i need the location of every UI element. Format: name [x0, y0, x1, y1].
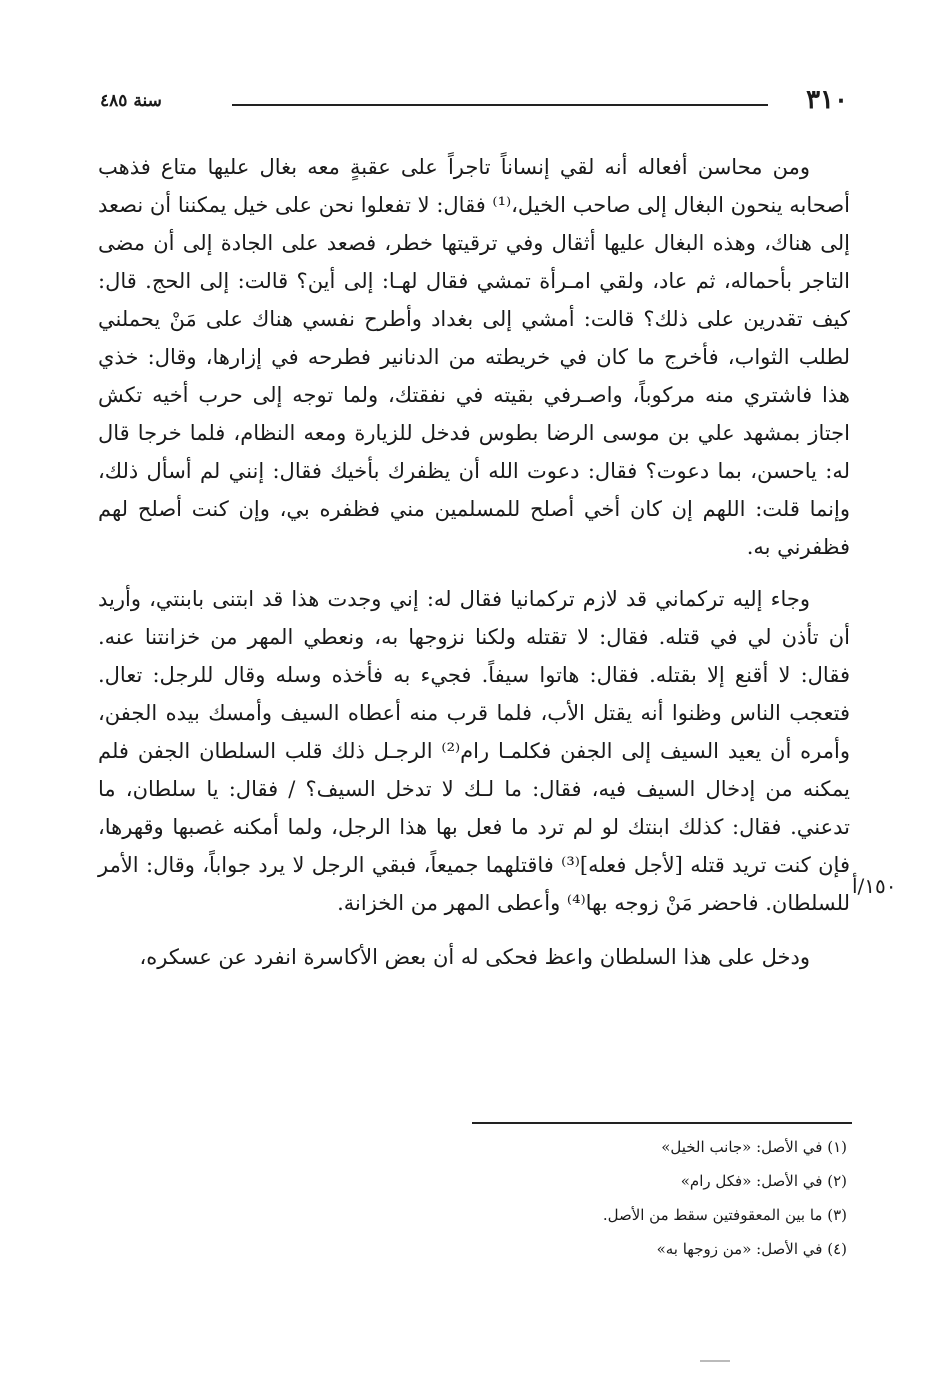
footnote: (٣) ما بين المعقوفتين سقط من الأصل.	[602, 1206, 847, 1224]
main-text	[98, 148, 850, 992]
footnotes	[247, 1130, 847, 1266]
paragraph: وجاء إليه تركماني قد لازم تركمانيا فقال له: إني وجدت هذا قد ابتنى بابنتي، وأريد أن تأذن لي في قتله. فقال: لا تقتله ولكنا نزوجها به، ونعطي المهر من خزانتنا عنه. فقال: لا أقنع إلا بقتله. فقال: هاتوا سيفاً. فجيء به فأخذه وسله وقال للرجل: تعال. فتعجب الناس وظنوا أنه يقتل الأب، فلما قرب منه أعطاه السيف وأمسك بيده الجفن، وأمره أن يعيد السيف إلى الجفن فكلمـا رام⁽²⁾ الرجـل ذلك قلب السلطان الجفن فلم يمكنه من إدخال السيف فيه، فقال: ما لـك لا تدخل السيف؟ / فقال: يا سلطان، ما تدعني. فقال: كذلك ابنتك لو لم ترد ما فعل بها هذا الرجل، ولما أمكنه غصبها وقهرها، فإن كنت تريد قتله [لأجل فعله]⁽³⁾ فاقتلهما جميعاً، فبقي الرجل لا يرد جواباً، وقال: الأمر للسلطان. فاحضر مَنْ زوجه بها⁽⁴⁾ وأعطى المهر من الخزانة.	[98, 587, 850, 915]
manuscript-folio-marker: ١٥٠/أ	[852, 874, 897, 898]
page-number: ٣١٠	[806, 85, 848, 115]
footnote: (٢) في الأصل: «فكل رام»	[680, 1172, 847, 1190]
page-header	[100, 82, 848, 122]
paragraph: ومن محاسن أفعاله أنه لقي إنساناً تاجراً على عقبةٍ معه بغال عليها متاع فذهب أصحابه ينحون البغال إلى صاحب الخيل،⁽¹⁾ فقال: لا تفعلوا نحن على خيل يمكننا أن نصعد إلى هناك، وهذه البغال عليها أثقال وفي ترقيتها خطر، فصعد على الجادة إلى أن مضى التاجر بأحماله، ثم عاد، ولقي امـرأة تمشي فقال لهـا: إلى أين؟ قالت: إلى الحج. قال: كيف تقدرين على ذلك؟ قالت: أمشي إلى بغداد وأطرح نفسي هناك على مَنْ يحملني لطلب الثواب، فأخرج ما كان في خريطته من الدنانير فطرحه في إزارها، وقال: خذي هذا فاشتري منه مركوباً، واصـرفي بقيته في نفقتك، ولما توجه إلى حرب أخيه تكش اجتاز بمشهد علي بن موسى الرضا بطوس فدخل للزيارة ومعه النظام، فلما خرجا قال له: ياحسن، بما دعوت؟ فقال: دعوت الله أن يظفرك بأخيك فقال: إنني لم أسأل ذلك، وإنما قلت: اللهم إن كان أخي أصلح للمسلمين مني فظفره بي، وإن كنت أصلح لهم فظفرني به.	[98, 155, 851, 559]
scan-speck	[700, 1360, 730, 1362]
footnote: (٤) في الأصل: «من زوجها به»	[656, 1240, 847, 1258]
paragraph: ودخل على هذا السلطان واعظ فحكى له أن بعض الأكاسرة انفرد عن عسكره،	[139, 945, 810, 969]
footnote-separator	[472, 1122, 852, 1124]
running-head-year: سنة ٤٨٥	[100, 91, 162, 111]
footnote: (١) في الأصل: «جانب الخيل»	[661, 1138, 847, 1156]
header-rule	[232, 104, 768, 106]
